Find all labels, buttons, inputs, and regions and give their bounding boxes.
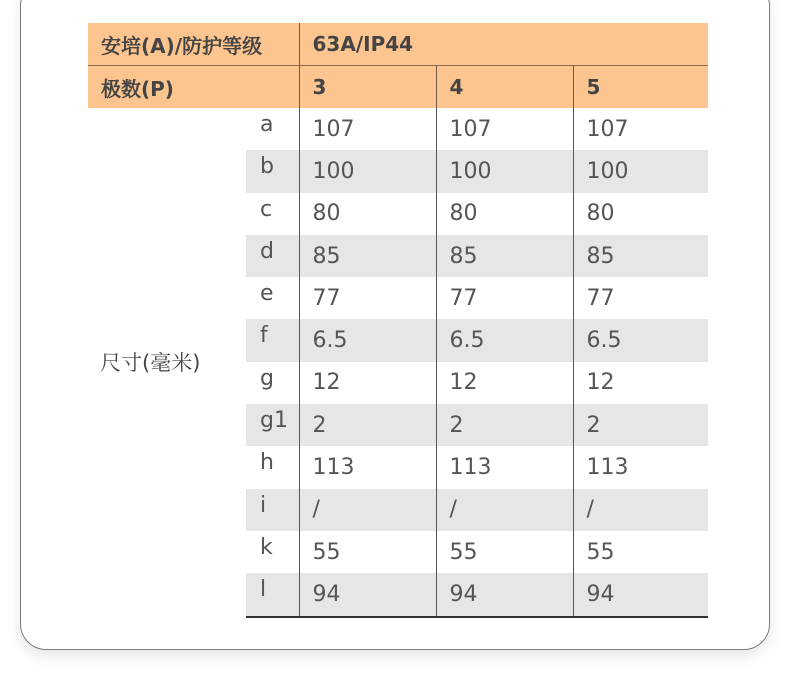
dimension-value: / bbox=[299, 489, 436, 531]
pole-header: 5 bbox=[573, 66, 708, 109]
dimension-value: 77 bbox=[299, 277, 436, 319]
dimension-value: 12 bbox=[573, 362, 708, 404]
dimension-value: 113 bbox=[436, 446, 573, 488]
rating-value: 63A/IP44 bbox=[299, 23, 708, 66]
dimension-label: 尺寸(毫米) bbox=[100, 351, 201, 376]
dimension-value: 80 bbox=[436, 193, 573, 235]
dimension-value: 85 bbox=[436, 235, 573, 277]
dimension-value: 77 bbox=[573, 277, 708, 319]
dimension-value: 113 bbox=[299, 446, 436, 488]
dimension-value: 80 bbox=[573, 193, 708, 235]
dimension-value: 100 bbox=[436, 150, 573, 192]
dimension-value: 2 bbox=[573, 404, 708, 446]
dimension-value: 113 bbox=[573, 446, 708, 488]
dimension-key: d bbox=[246, 235, 299, 277]
dimension-value: 94 bbox=[299, 573, 436, 616]
dimension-value: / bbox=[436, 489, 573, 531]
dimension-value: 107 bbox=[299, 108, 436, 150]
pole-header: 3 bbox=[299, 66, 436, 109]
dimension-value: 12 bbox=[299, 362, 436, 404]
dimension-value: 107 bbox=[436, 108, 573, 150]
dimension-key: c bbox=[260, 196, 273, 222]
dimension-value: 77 bbox=[436, 277, 573, 319]
dimension-value: 6.5 bbox=[436, 319, 573, 361]
poles-label: 极数(P) bbox=[88, 66, 299, 109]
dimension-key: i bbox=[246, 489, 299, 531]
dimension-key: e bbox=[260, 281, 274, 307]
pole-header: 4 bbox=[436, 66, 573, 109]
dimension-value: 55 bbox=[299, 531, 436, 573]
dimension-value: 85 bbox=[573, 235, 708, 277]
dimension-value: 85 bbox=[299, 235, 436, 277]
dimension-value: 2 bbox=[436, 404, 573, 446]
dimension-key: k bbox=[260, 534, 273, 560]
dimension-value: 107 bbox=[573, 108, 708, 150]
dimension-value: 100 bbox=[573, 150, 708, 192]
dimension-key: g1 bbox=[246, 404, 299, 446]
dimension-key: a bbox=[260, 112, 274, 137]
dimension-key: h bbox=[260, 450, 274, 476]
table-row bbox=[88, 108, 708, 150]
dimension-value: 80 bbox=[299, 193, 436, 235]
header-row-poles bbox=[88, 66, 708, 109]
header-row-rating bbox=[88, 23, 708, 66]
dimension-value: / bbox=[573, 489, 708, 531]
dimension-value: 12 bbox=[436, 362, 573, 404]
dimension-value: 6.5 bbox=[573, 319, 708, 361]
dimension-value: 6.5 bbox=[299, 319, 436, 361]
dimension-value: 2 bbox=[299, 404, 436, 446]
rating-label: 安培(A)/防护等级 bbox=[88, 23, 299, 66]
dimension-value: 100 bbox=[299, 150, 436, 192]
dimension-key: l bbox=[246, 573, 299, 616]
dimension-value: 94 bbox=[436, 573, 573, 616]
dimension-value: 55 bbox=[436, 531, 573, 573]
dimension-key: f bbox=[246, 319, 299, 361]
dimension-value: 55 bbox=[573, 531, 708, 573]
dimension-value: 94 bbox=[573, 573, 708, 616]
dimension-key: b bbox=[246, 150, 299, 192]
spec-table bbox=[88, 23, 708, 618]
dimension-key: g bbox=[260, 365, 274, 391]
